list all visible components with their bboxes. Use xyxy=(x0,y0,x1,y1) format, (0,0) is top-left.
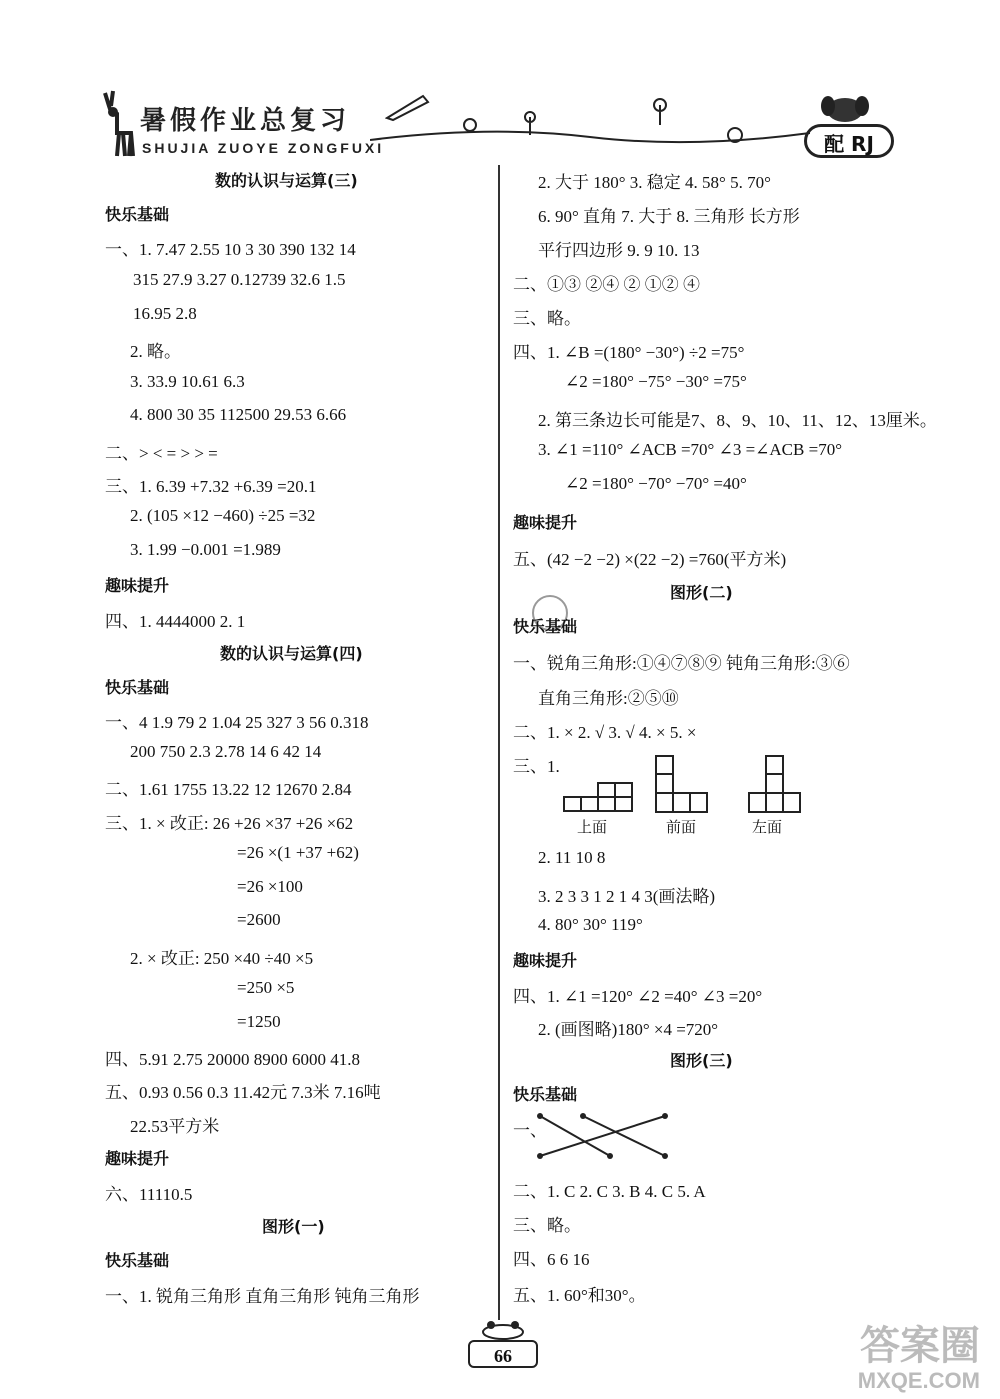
answer-line: =1250 xyxy=(237,1012,281,1031)
answer-line: ∠2 =180° −75° −30° =75° xyxy=(565,372,747,391)
answer-line: =26 ×(1 +37 +62) xyxy=(237,843,359,862)
answer-line: 三、略。 xyxy=(513,309,581,328)
answer-line: 五、(42 −2 −2) ×(22 −2) =760(平方米) xyxy=(513,550,787,569)
answer-line: =2600 xyxy=(237,910,281,929)
front-view-figure xyxy=(655,755,710,813)
page-number: 66 xyxy=(468,1340,538,1368)
answer-line: 五、0.93 0.56 0.3 11.42元 7.3米 7.16吨 xyxy=(105,1083,381,1102)
answer-line: 4. 80° 30° 119° xyxy=(538,915,643,934)
column-divider xyxy=(498,165,500,1320)
frog-mascot-icon xyxy=(478,1318,528,1340)
answer-line: 一、锐角三角形:①④⑦⑧⑨ 钝角三角形:③⑥ xyxy=(513,654,850,673)
answer-line: 4. 800 30 35 112500 29.53 6.66 xyxy=(130,405,347,424)
answer-line: 三、1. 6.39 +7.32 +6.39 =20.1 xyxy=(105,477,317,496)
subsection-label: 趣味提升 xyxy=(105,1149,170,1168)
answer-line: 二、1. C 2. C 3. B 4. C 5. A xyxy=(513,1182,706,1201)
answer-line: 四、1. ∠B =(180° −30°) ÷2 =75° xyxy=(513,343,745,362)
left-view-figure xyxy=(748,755,803,813)
watermark xyxy=(858,1324,980,1394)
answer-line: 6. 90° 直角 7. 大于 8. 三角形 长方形 xyxy=(538,207,800,226)
subsection-label: 趣味提升 xyxy=(513,513,578,532)
answer-line: 一、1. 锐角三角形 直角三角形 钝角三角形 xyxy=(105,1287,420,1306)
answer-line: 16.95 2.8 xyxy=(133,304,197,323)
subsection-label: 趣味提升 xyxy=(105,576,170,595)
caption-front-view: 前面 xyxy=(666,818,697,836)
answer-line: 四、1. ∠1 =120° ∠2 =40° ∠3 =20° xyxy=(513,987,763,1006)
deer-logo-icon xyxy=(95,88,140,158)
answer-line: 三、1. × 改正: 26 +26 ×37 +26 ×62 xyxy=(105,814,354,833)
top-view-figure xyxy=(563,782,635,812)
answer-line: 二、1.61 1755 13.22 12 12670 2.84 xyxy=(105,780,352,799)
answer-line: 2. (画图略)180° ×4 =720° xyxy=(538,1020,719,1039)
answer-line: 二、1. × 2. √ 3. √ 4. × 5. × xyxy=(513,723,697,742)
subsection-label: 快乐基础 xyxy=(513,1085,578,1104)
answer-line: 六、11110.5 xyxy=(105,1185,193,1204)
watermark-url: MXQE.COM xyxy=(857,1368,980,1393)
caption-top-view: 上面 xyxy=(577,818,608,836)
subsection-label: 快乐基础 xyxy=(105,678,170,697)
answer-line: 2. (105 ×12 −460) ÷25 =32 xyxy=(130,506,316,525)
subsection-label: 快乐基础 xyxy=(105,1251,170,1270)
answer-line: 3. 2 3 3 1 2 1 4 3(画法略) xyxy=(538,887,716,906)
landscape-decoration xyxy=(370,95,810,155)
answer-line: 五、1. 60°和30°。 xyxy=(513,1286,646,1305)
series-title-pinyin: SHUJIA ZUOYE ZONGFUXI xyxy=(142,140,385,156)
edition-badge: 配 RJ xyxy=(804,124,894,158)
answer-line: 四、6 6 16 xyxy=(513,1250,590,1269)
answer-line: 二、> < = > > = xyxy=(105,444,218,463)
section-title: 图形(三) xyxy=(670,1051,733,1070)
answer-line: 22.53平方米 xyxy=(130,1117,220,1136)
section-title: 数的认识与运算(四) xyxy=(220,644,363,663)
subsection-label: 快乐基础 xyxy=(105,205,170,224)
answer-line: 一、1. 7.47 2.55 10 3 30 390 132 14 xyxy=(105,240,356,259)
answer-line: 四、1. 4444000 2. 1 xyxy=(105,612,246,631)
matching-lines-figure xyxy=(535,1110,670,1162)
answer-line: ∠2 =180° −70° −70° =40° xyxy=(565,474,747,493)
answer-line: 三、略。 xyxy=(513,1216,581,1235)
answer-line: =26 ×100 xyxy=(237,877,303,896)
section-title: 图形(一) xyxy=(262,1217,325,1236)
watermark-text: 答案圈 xyxy=(860,1323,980,1369)
section-title: 数的认识与运算(三) xyxy=(215,171,358,190)
subsection-label: 快乐基础 xyxy=(513,617,578,636)
answer-line: 3. ∠1 =110° ∠ACB =70° ∠3 =∠ACB =70° xyxy=(538,440,842,459)
answer-line: 二、①③ ②④ ② ①② ④ xyxy=(513,275,700,294)
dog-mascot-icon xyxy=(820,92,870,124)
answer-line: 2. 略。 xyxy=(130,342,181,361)
answer-line: 3. 33.9 10.61 6.3 xyxy=(130,372,245,391)
series-title: 暑假作业总复习 xyxy=(140,106,351,136)
answer-line: 直角三角形:②⑤⑩ xyxy=(538,689,679,708)
page-header xyxy=(0,0,1000,165)
caption-left-view: 左面 xyxy=(752,818,783,836)
answer-line: 四、5.91 2.75 20000 8900 6000 41.8 xyxy=(105,1050,360,1069)
subsection-label: 趣味提升 xyxy=(513,951,578,970)
answer-line: 一、 xyxy=(513,1121,547,1140)
answer-line: 三、1. xyxy=(513,757,560,776)
answer-line: 315 27.9 3.27 0.12739 32.6 1.5 xyxy=(133,270,346,289)
answer-line: 2. 大于 180° 3. 稳定 4. 58° 5. 70° xyxy=(538,173,771,192)
answer-line: 2. 11 10 8 xyxy=(538,848,606,867)
answer-line: 200 750 2.3 2.78 14 6 42 14 xyxy=(130,742,322,761)
answer-line: 平行四边形 9. 9 10. 13 xyxy=(538,241,700,260)
answer-line: 2. × 改正: 250 ×40 ÷40 ×5 xyxy=(130,949,314,968)
answer-line: =250 ×5 xyxy=(237,978,295,997)
answer-line: 3. 1.99 −0.001 =1.989 xyxy=(130,540,281,559)
answer-line: 2. 第三条边长可能是7、8、9、10、11、12、13厘米。 xyxy=(538,411,937,430)
section-title: 图形(二) xyxy=(670,583,733,602)
answer-line: 一、4 1.9 79 2 1.04 25 327 3 56 0.318 xyxy=(105,713,369,732)
